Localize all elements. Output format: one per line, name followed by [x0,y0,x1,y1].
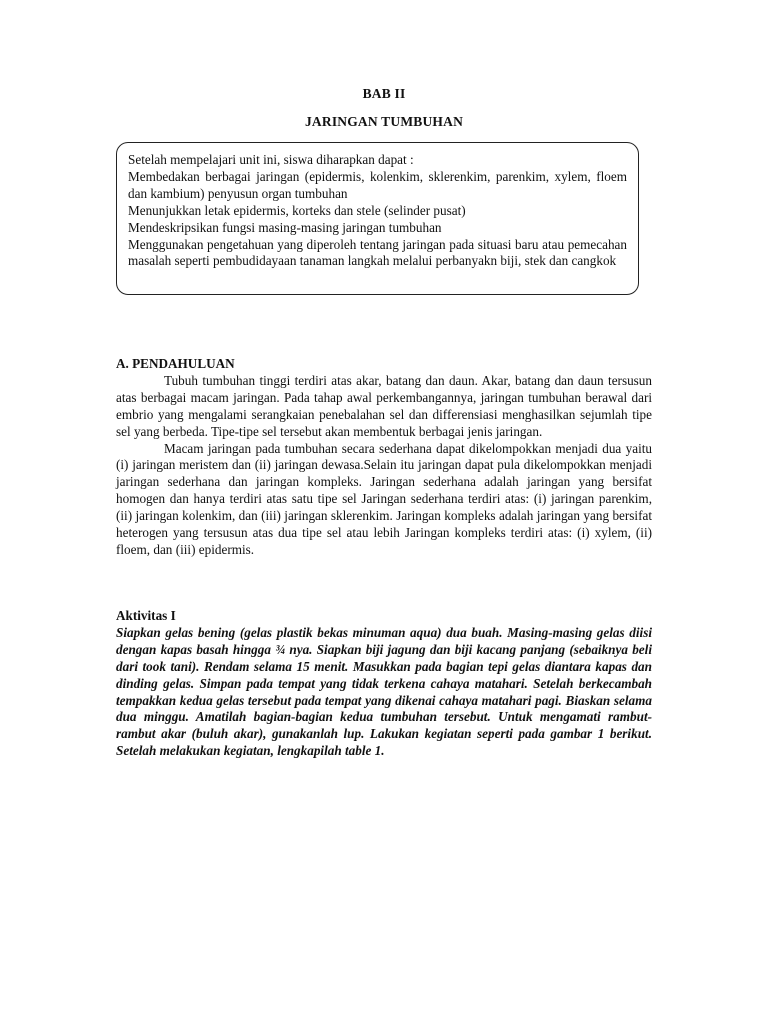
activity-instructions: Siapkan gelas bening (gelas plastik bekas minuman aqua) dua buah. Masing-masing gelas diisi dengan kapas basah hingga ¾ nya. Siapkan biji jagung dan biji kacang panjang (sebaiknya beli dari took tani). Rendam selama 15 menit. Masukkan pada bagian tepi gelas diantara kapas dan dinding gelas. Simpan pada tempat yang tidak terkena cahaya matahari. Setelah berkecambah tempakkan kedua gelas tersebut pada tempat yang dikenai cahaya matahari pagi. Biaskan selama dua minggu. Amatilah bagian-bagian kedua tumbuhan tersebut. Untuk mengamati rambut-rambut akar (buluh akar), gunakanlah lup. Lakukan kegiatan seperti pada gambar 1 berikut. Setelah melakukan kegiatan, lengkapilah table 1. [116,624,652,759]
section-heading: A. PENDAHULUAN [116,356,235,371]
objective-item: Menunjukkan letak epidermis, korteks dan stele (selinder pusat) [128,202,466,218]
objectives-intro: Setelah mempelajari unit ini, siswa diharapkan dapat : [128,152,414,167]
activity-heading: Aktivitas I [116,608,176,623]
chapter-label: BAB II [362,86,406,101]
activity-section [116,608,652,760]
objective-item: Mendeskripsikan fungsi masing-masing jaringan tumbuhan [128,219,442,235]
paragraph: Tubuh tumbuhan tinggi terdiri atas akar, batang dan daun. Akar, batang dan daun tersusun atas berbagai macam jaringan. Pada tahap awal perkembangannya, jaringan tumbuhan berawal dari embrio yang mengalami serangkaian penebalahan sel dan differensiasi menghasilkan sejumlah tipe sel yang berbeda. Tipe-tipe sel tersebut akan membentuk berbagai jenis jaringan. [116,372,652,439]
introduction-section [116,356,652,559]
paragraph: Macam jaringan pada tumbuhan secara sederhana dapat dikelompokkan menjadi dua yaitu (i) jaringan meristem dan (ii) jaringan dewasa.Selain itu jaringan dapat pula dikelompokkan menjadi jaringan sederhana dan jaringan kompleks. Jaringan sederhana adalah jaringan yang bersifat homogen dan hanya terdiri atas satu tipe sel Jaringan sederhana terdiri atas: (i) jaringan parenkim, (ii) jaringan kolenkim, dan (iii) jaringan sklerenkim. Jaringan kompleks adalah jaringan yang bersifat heterogen yang tersusun atas dua tipe sel atau lebih Jaringan kompleks terdiri atas: (i) xylem, (ii) floem, dan (iii) epidermis. [116,440,652,557]
chapter-title: JARINGAN TUMBUHAN [304,114,464,129]
objective-item: Membedakan berbagai jaringan (epidermis, kolenkim, sklerenkim, parenkim, xylem, floem dan kambium) penyusun organ tumbuhan [128,168,627,201]
objective-item: Menggunakan pengetahuan yang diperoleh tentang jaringan pada situasi baru atau pemecahan masalah seperti pembudidayaan tanaman langkah melalui perbanyakn biji, stek dan cangkok [128,236,627,269]
learning-objectives-box [116,142,639,295]
